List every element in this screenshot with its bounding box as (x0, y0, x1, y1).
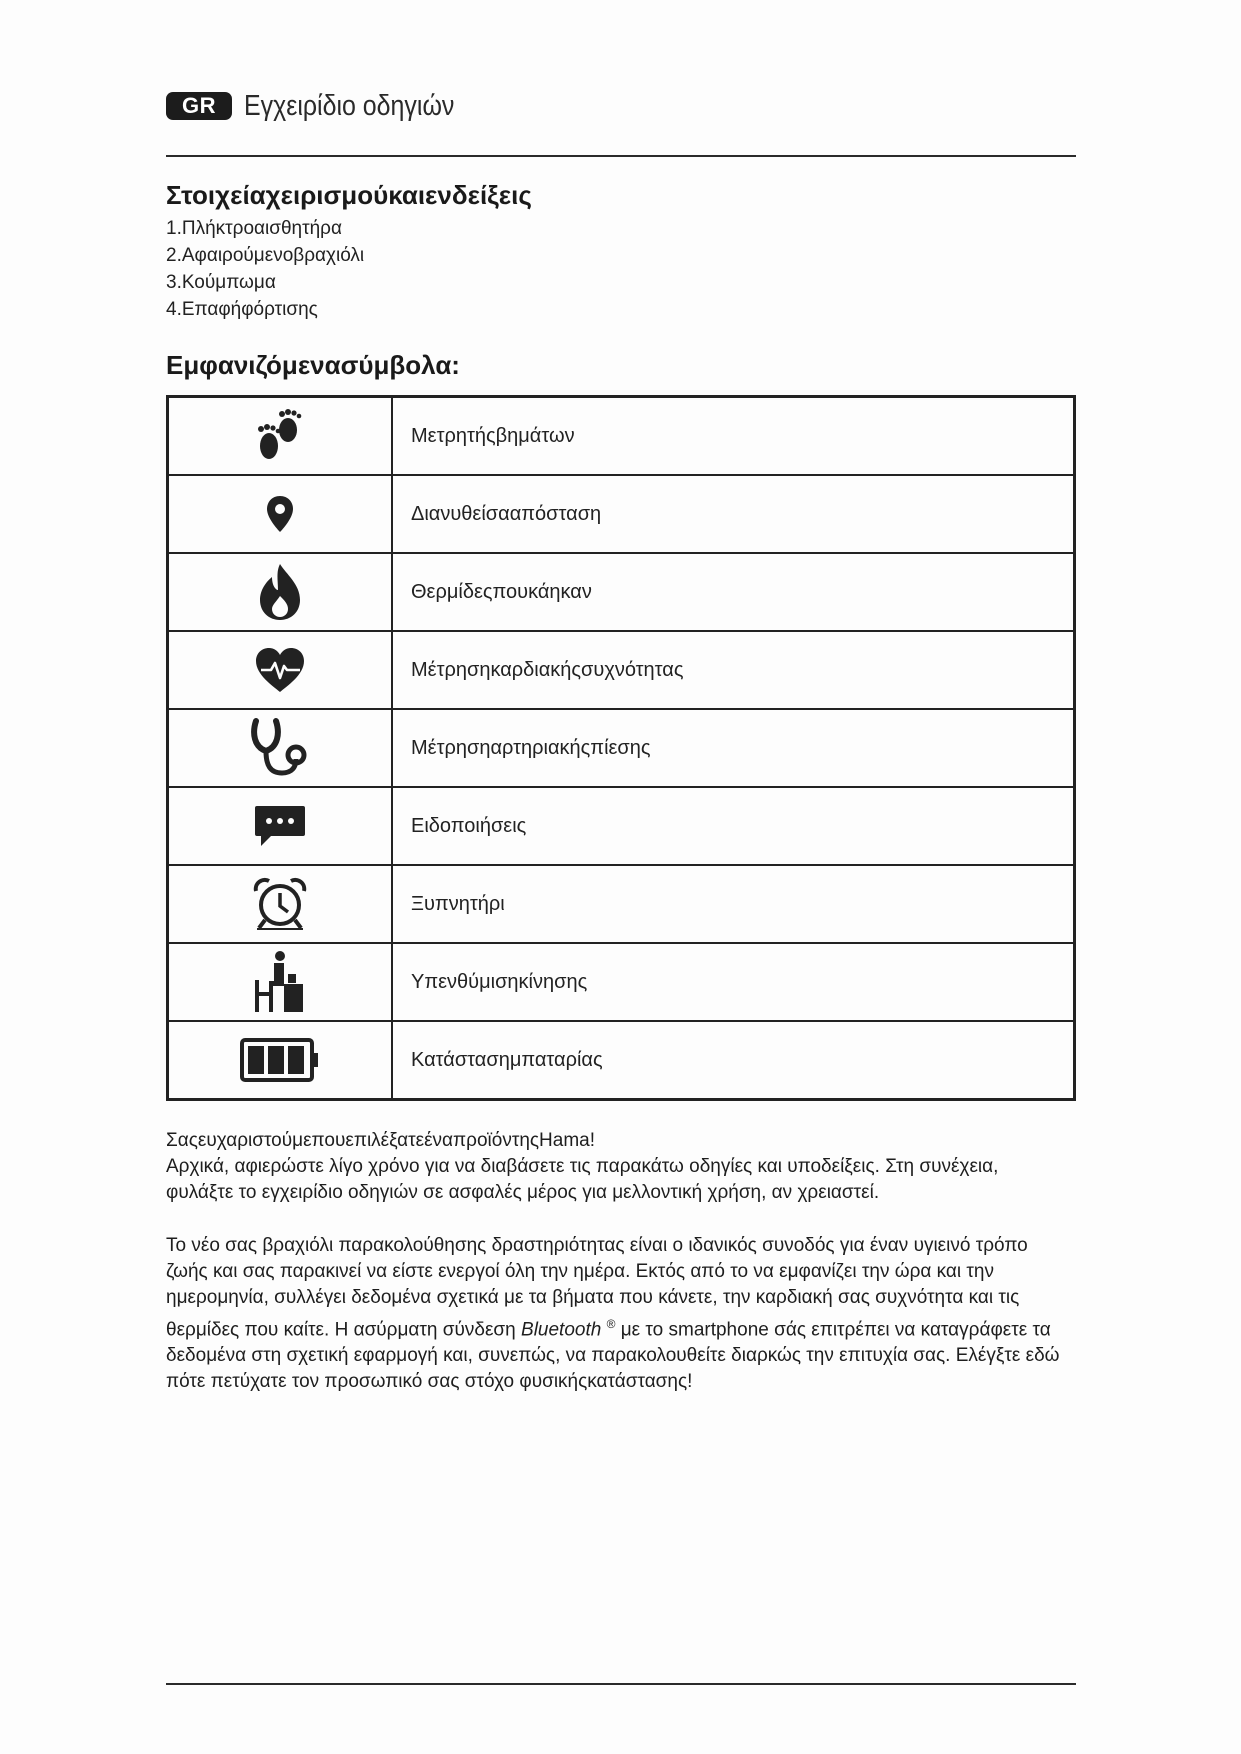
intro-paragraph (166, 1128, 1071, 1206)
table-row (168, 475, 1075, 553)
document-title: Εγχειρίδιο οδηγιών (244, 89, 455, 122)
intro-thanks: ΣαςευχαριστούμεπουεπιλέξατεέναπροϊόντηςHama! (166, 1130, 596, 1151)
symbol-label: Ξυπνητήρι (392, 865, 1075, 943)
heart-pulse-icon (253, 646, 307, 694)
controls-section-title: Στοιχείαχειρισμούκαιενδείξεις (166, 180, 532, 210)
sedentary-person-icon (252, 950, 308, 1014)
table-row (168, 943, 1075, 1021)
description-paragraph (166, 1233, 1071, 1395)
table-row (168, 865, 1075, 943)
table-row (168, 709, 1075, 787)
symbol-label: Θερμίδεςπουκάηκαν (392, 553, 1075, 631)
header-divider (166, 155, 1076, 157)
symbol-label: Ειδοποιήσεις (392, 787, 1075, 865)
intro-instructions: Αρχικά, αφιερώστε λίγο χρόνο για να διαβάσετε τις παρακάτω οδηγίες και υποδείξεις. Στη συνέχεια, φυλάξτε το εγχειρίδιο οδηγιών σε ασφαλές μέρος για μελλοντική χρήση, αν χρειαστεί. (166, 1156, 999, 1203)
footer-divider (166, 1683, 1076, 1685)
symbol-label: Διανυθείσααπόσταση (392, 475, 1075, 553)
controls-list (166, 215, 364, 323)
bluetooth-brand: Bluetooth (521, 1319, 602, 1341)
description-text-2: με το smartphone σάς επιτρέπει να καταγράφετε τα δεδομένα στη σχετική εφαρμογή και, συνεπώς, να παρακολουθείτε διαρκώς την επιτυχία σας. Ελέγξτε εδώ πότε πετύχατε τον προσωπικό σας στόχο φυσικήςκατάστασης! (166, 1319, 1060, 1393)
registered-mark: ® (606, 1317, 616, 1331)
symbol-label: Κατάστασημπαταρίας (392, 1021, 1075, 1100)
chat-bubble-icon (253, 804, 307, 848)
symbol-label: Μέτρησηκαρδιακήςσυχνότητας (392, 631, 1075, 709)
flame-icon (256, 562, 304, 622)
language-badge: GR (166, 92, 232, 120)
symbol-label: Μετρητήςβημάτων (392, 397, 1075, 476)
description-text-1: Το νέο σας βραχιόλι παρακολούθησης δραστηριότητας είναι ο ιδανικός συνοδός για έναν υγιεινό τρόπο ζωής και σας παρακινεί να είστε ενεργοί όλη την ημέρα. Εκτός από το να εμφανίζει την ώρα και την ημερομηνία, συλλέγει δεδομένα σχετικά με τα βήματα που κάνετε, την καρδιακή σας συχνότητα και τις θερμίδες που καίτε. Η ασύρματη σύνδεση (166, 1235, 1028, 1341)
list-item: 4.Επαφήφόρτισης (166, 299, 318, 320)
symbol-label: Μέτρησηαρτηριακήςπίεσης (392, 709, 1075, 787)
table-row (168, 1021, 1075, 1100)
battery-icon (240, 1038, 320, 1082)
symbols-table (166, 395, 1076, 1101)
table-row (168, 787, 1075, 865)
footprints-icon (255, 408, 305, 464)
page-header (166, 86, 489, 126)
table-row (168, 631, 1075, 709)
alarm-clock-icon (251, 877, 309, 931)
list-item: 1.Πλήκτροαισθητήρα (166, 218, 342, 239)
symbol-label: Υπενθύμισηκίνησης (392, 943, 1075, 1021)
stethoscope-icon (248, 717, 312, 779)
table-row (168, 553, 1075, 631)
list-item: 3.Κούμπωμα (166, 272, 276, 293)
symbols-section-title: Εμφανιζόμενασύμβολα: (166, 350, 460, 380)
map-pin-icon (264, 494, 296, 534)
table-row (168, 397, 1075, 476)
list-item: 2.Αφαιρούμενοβραχιόλι (166, 245, 365, 266)
